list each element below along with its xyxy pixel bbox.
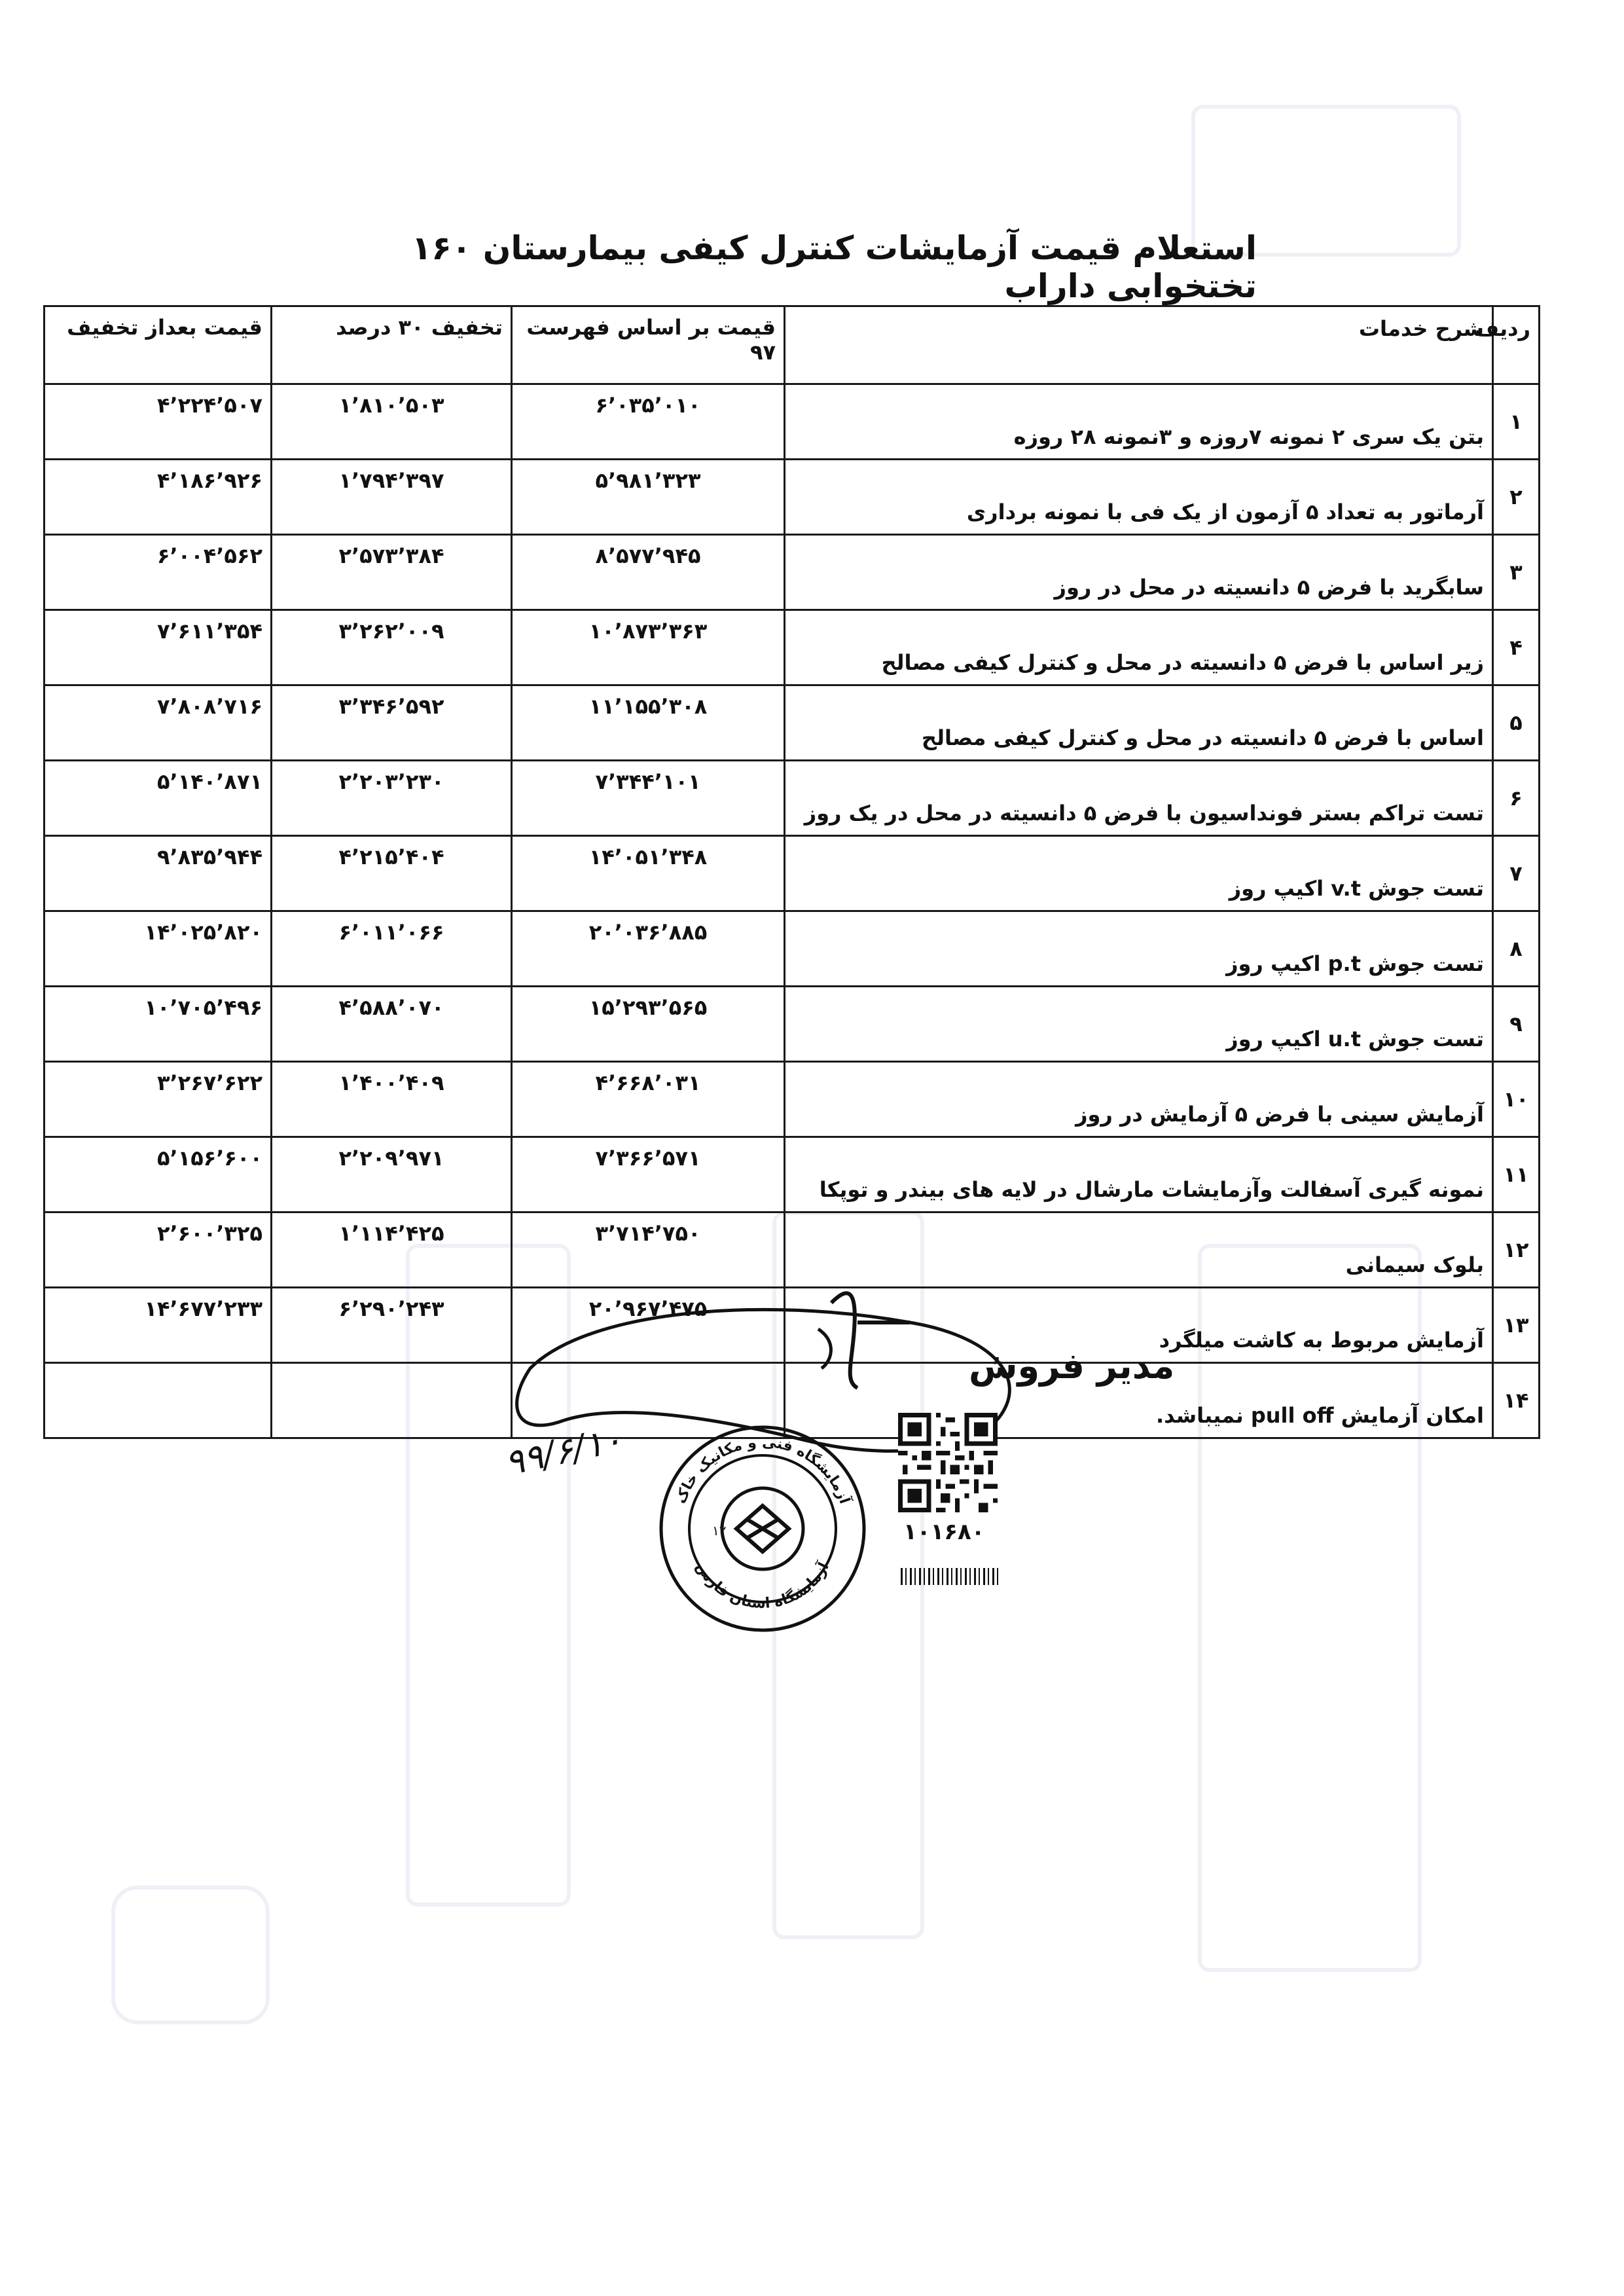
row-description: زیر اساس با فرض ۵ دانسیته در محل و کنترل کیفی مصالح	[785, 610, 1493, 685]
row-final-price: ۵٬۱۴۰٬۸۷۱	[45, 761, 272, 836]
row-description: آزمایش سینی با فرض ۵ آزمایش در روز	[785, 1062, 1493, 1137]
row-price: ۷٬۳۴۴٬۱۰۱	[512, 761, 785, 836]
row-discount: ۲٬۲۰۹٬۹۷۱	[272, 1137, 512, 1212]
table-row	[45, 836, 1540, 911]
row-final-price: ۲٬۶۰۰٬۳۲۵	[45, 1212, 272, 1288]
table-row	[45, 1062, 1540, 1137]
table-row	[45, 610, 1540, 685]
price-table	[43, 305, 1540, 1439]
row-price: ۱۰٬۸۷۳٬۳۶۳	[512, 610, 785, 685]
row-discount: ۱٬۸۱۰٬۵۰۳	[272, 384, 512, 460]
row-number: ۱	[1493, 384, 1540, 460]
row-discount: ۱٬۴۰۰٬۴۰۹	[272, 1062, 512, 1137]
row-description: تست تراکم بستر فونداسیون با فرض ۵ دانسیته در محل در یک روز	[785, 761, 1493, 836]
row-discount: ۴٬۵۸۸٬۰۷۰	[272, 987, 512, 1062]
mini-barcode	[901, 1568, 999, 1585]
row-discount: ۴٬۲۱۵٬۴۰۴	[272, 836, 512, 911]
row-description: امکان آزمایش pull off نمیباشد.	[785, 1363, 1493, 1438]
bleed-through-mark	[111, 1886, 270, 2024]
row-description: سابگرید با فرض ۵ دانسیته در محل در روز	[785, 535, 1493, 610]
sales-manager-label: مدیر فروش	[969, 1345, 1175, 1387]
row-price: ۶٬۰۳۵٬۰۱۰	[512, 384, 785, 460]
header-row-no: ردیف	[1493, 306, 1540, 384]
row-price: ۱۴٬۰۵۱٬۳۴۸	[512, 836, 785, 911]
row-number: ۸	[1493, 911, 1540, 987]
table-row	[45, 911, 1540, 987]
row-description: اساس با فرض ۵ دانسیته در محل و کنترل کیفی مصالح	[785, 685, 1493, 761]
header-description: شرح خدمات	[785, 306, 1493, 384]
row-price: ۸٬۵۷۷٬۹۴۵	[512, 535, 785, 610]
row-price: ۴٬۶۶۸٬۰۳۱	[512, 1062, 785, 1137]
row-final-price: ۹٬۸۳۵٬۹۴۴	[45, 836, 272, 911]
row-number: ۱۰	[1493, 1062, 1540, 1137]
row-final-price: ۶٬۰۰۴٬۵۶۲	[45, 535, 272, 610]
row-discount: ۳٬۲۶۲٬۰۰۹	[272, 610, 512, 685]
table-row	[45, 685, 1540, 761]
row-final-price: ۷٬۸۰۸٬۷۱۶	[45, 685, 272, 761]
row-final-price: ۱۰٬۷۰۵٬۴۹۶	[45, 987, 272, 1062]
row-discount: ۱٬۷۹۴٬۳۹۷	[272, 460, 512, 535]
row-description: تست جوش u.t اکیپ روز	[785, 987, 1493, 1062]
table-row	[45, 761, 1540, 836]
row-final-price: ۴٬۲۲۴٬۵۰۷	[45, 384, 272, 460]
row-final-price: ۱۴٬۰۲۵٬۸۲۰	[45, 911, 272, 987]
row-number: ۱۴	[1493, 1363, 1540, 1438]
header-final-price: قیمت بعداز تخفیف	[45, 306, 272, 384]
row-price: ۷٬۳۶۶٬۵۷۱	[512, 1137, 785, 1212]
row-number: ۱۳	[1493, 1288, 1540, 1363]
svg-text:آزمایشگاه استان فارس: آزمایشگاه استان فارس	[692, 1559, 833, 1613]
lab-stamp	[655, 1421, 871, 1637]
row-price: ۲۰٬۹۶۷٬۴۷۵	[512, 1288, 785, 1363]
row-price: ۱۱٬۱۵۵٬۳۰۸	[512, 685, 785, 761]
table-row	[45, 384, 1540, 460]
row-discount: ۲٬۲۰۳٬۲۳۰	[272, 761, 512, 836]
row-number: ۶	[1493, 761, 1540, 836]
table-row	[45, 535, 1540, 610]
row-final-price: ۳٬۲۶۷٬۶۲۲	[45, 1062, 272, 1137]
row-price: ۱۵٬۲۹۳٬۵۶۵	[512, 987, 785, 1062]
row-number: ۱۲	[1493, 1212, 1540, 1288]
row-discount: ۱٬۱۱۴٬۴۲۵	[272, 1212, 512, 1288]
row-final-price: ۷٬۶۱۱٬۳۵۴	[45, 610, 272, 685]
svg-text:آزمایشگاه فنی و مکانیک خاک: آزمایشگاه فنی و مکانیک خاک	[672, 1434, 853, 1506]
row-number: ۳	[1493, 535, 1540, 610]
row-price: ۵٬۹۸۱٬۳۲۳	[512, 460, 785, 535]
qr-code	[898, 1413, 998, 1512]
empty-cell	[45, 1363, 272, 1438]
row-discount: ۲٬۵۷۳٬۳۸۴	[272, 535, 512, 610]
document-title: استعلام قیمت آزمایشات کنترل کیفی بیمارستان ۱۶۰ تختخوابی داراب	[411, 229, 1257, 305]
table-row	[45, 1137, 1540, 1212]
row-number: ۲	[1493, 460, 1540, 535]
row-description: آرماتور به تعداد ۵ آزمون از یک فی با نمونه برداری	[785, 460, 1493, 535]
row-number: ۱۱	[1493, 1137, 1540, 1212]
row-final-price: ۱۴٬۶۷۷٬۲۳۳	[45, 1288, 272, 1363]
svg-text:۱۲: ۱۲	[712, 1523, 727, 1539]
empty-cell	[272, 1363, 512, 1438]
row-final-price: ۴٬۱۸۶٬۹۲۶	[45, 460, 272, 535]
row-description: تست جوش p.t اکیپ روز	[785, 911, 1493, 987]
table-row	[45, 987, 1540, 1062]
header-discount: تخفیف ۳۰ درصد	[272, 306, 512, 384]
row-description: آزمایش مربوط به کاشت میلگرد	[785, 1288, 1493, 1363]
row-description: نمونه گیری آسفالت وآزمایشات مارشال در لایه های بیندر و توپکا	[785, 1137, 1493, 1212]
row-description: تست جوش v.t اکیپ روز	[785, 836, 1493, 911]
signature-date: ۹۹/۶/۱۰	[501, 1418, 626, 1484]
row-number: ۷	[1493, 836, 1540, 911]
table-row	[45, 1212, 1540, 1288]
row-number: ۴	[1493, 610, 1540, 685]
row-discount: ۶٬۲۹۰٬۲۴۳	[272, 1288, 512, 1363]
row-discount: ۶٬۰۱۱٬۰۶۶	[272, 911, 512, 987]
row-description: بتن یک سری ۲ نمونه ۷روزه و ۳نمونه ۲۸ روزه	[785, 384, 1493, 460]
row-discount: ۳٬۳۴۶٬۵۹۲	[272, 685, 512, 761]
table-header-row	[45, 306, 1540, 384]
row-number: ۹	[1493, 987, 1540, 1062]
header-price: قیمت بر اساس فهرست ۹۷	[512, 306, 785, 384]
row-description: بلوک سیمانی	[785, 1212, 1493, 1288]
row-number: ۵	[1493, 685, 1540, 761]
row-price: ۳٬۷۱۴٬۷۵۰	[512, 1212, 785, 1288]
registration-code: ۱۰۱۶۸۰	[903, 1519, 985, 1545]
row-price: ۲۰٬۰۳۶٬۸۸۵	[512, 911, 785, 987]
table-row	[45, 460, 1540, 535]
row-final-price: ۵٬۱۵۶٬۶۰۰	[45, 1137, 272, 1212]
